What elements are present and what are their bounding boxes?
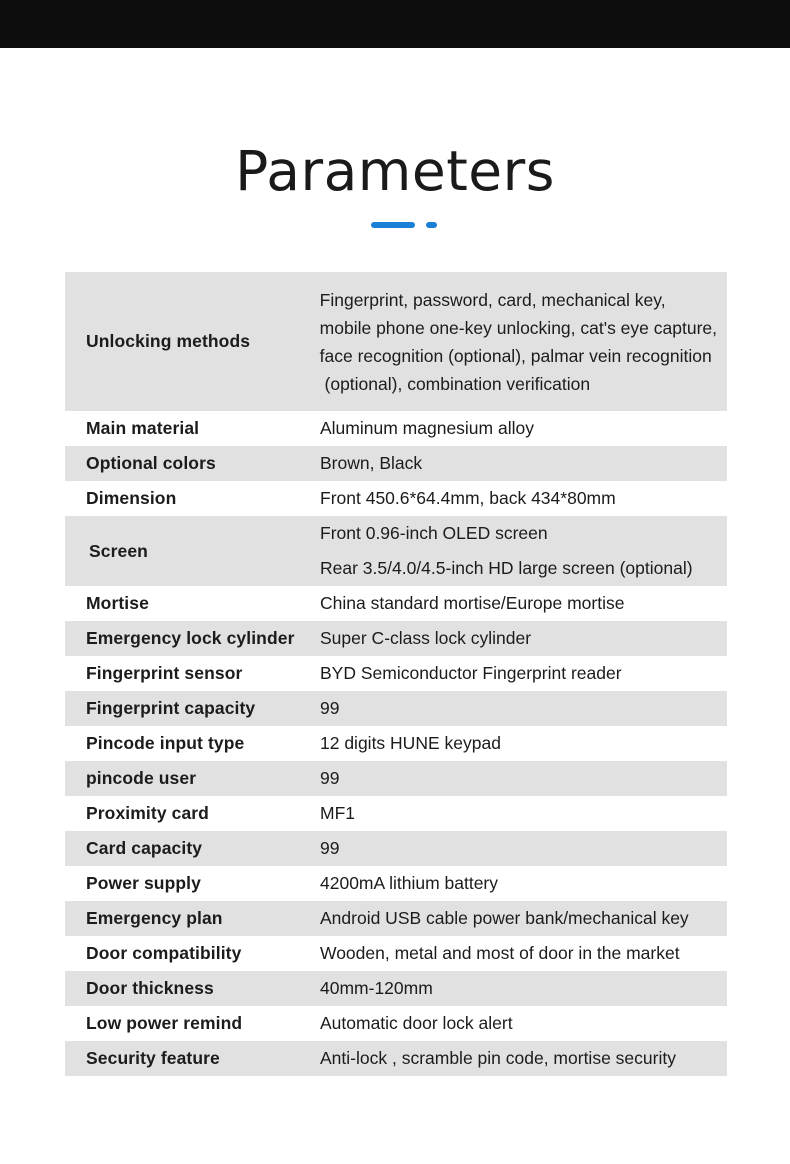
spec-label: Optional colors bbox=[86, 453, 216, 473]
spec-row-pincode-input-type bbox=[65, 726, 727, 761]
spec-value: 99 bbox=[320, 768, 340, 788]
spec-value: MF1 bbox=[320, 803, 355, 823]
spec-label: Card capacity bbox=[86, 838, 203, 858]
spec-value: Anti-lock , scramble pin code, mortise security bbox=[320, 1048, 676, 1068]
spec-label: pincode user bbox=[86, 768, 197, 788]
spec-value: 40mm-120mm bbox=[320, 978, 433, 998]
spec-value: Brown, Black bbox=[320, 453, 423, 473]
spec-label: Main material bbox=[86, 418, 200, 438]
spec-row-proximity-card bbox=[65, 796, 727, 831]
spec-value: Aluminum magnesium alloy bbox=[320, 418, 534, 438]
spec-label: Security feature bbox=[86, 1048, 220, 1068]
spec-row-mortise bbox=[65, 586, 727, 621]
spec-label: Unlocking methods bbox=[86, 331, 251, 351]
spec-label: Door compatibility bbox=[86, 943, 242, 963]
spec-row-optional-colors bbox=[65, 446, 727, 481]
spec-value: Automatic door lock alert bbox=[320, 1013, 513, 1033]
spec-row-emergency-plan bbox=[65, 901, 727, 936]
spec-value bbox=[298, 516, 727, 586]
spec-label: Emergency plan bbox=[86, 908, 223, 928]
spec-label: Door thickness bbox=[86, 978, 214, 998]
spec-label: Screen bbox=[89, 540, 148, 561]
spec-value-line: Front 0.96-inch OLED screen bbox=[320, 523, 548, 543]
spec-value: 99 bbox=[320, 838, 340, 858]
spec-label: Power supply bbox=[86, 873, 201, 893]
spec-row-screen bbox=[65, 516, 727, 586]
spec-value: China standard mortise/Europe mortise bbox=[320, 593, 625, 613]
spec-row-security-feature bbox=[65, 1041, 727, 1076]
spec-label: Emergency lock cylinder bbox=[86, 628, 295, 648]
spec-label: Dimension bbox=[86, 488, 177, 508]
spec-label: Fingerprint sensor bbox=[86, 663, 243, 683]
spec-label: Fingerprint capacity bbox=[86, 698, 256, 718]
spec-value-line: (optional), combination verification bbox=[319, 373, 591, 394]
spec-row-fingerprint-sensor bbox=[65, 656, 727, 691]
spec-row-unlocking-methods bbox=[65, 272, 727, 411]
spec-table bbox=[65, 272, 727, 1076]
spec-value: 99 bbox=[320, 698, 340, 718]
spec-row-power-supply bbox=[65, 866, 727, 901]
spec-row-main-material bbox=[65, 411, 727, 446]
spec-row-pincode-user bbox=[65, 761, 727, 796]
spec-value: 4200mA lithium battery bbox=[320, 873, 499, 893]
spec-label: Mortise bbox=[86, 593, 149, 613]
spec-value bbox=[298, 286, 727, 398]
spec-row-door-thickness bbox=[65, 971, 727, 1006]
spec-value: BYD Semiconductor Fingerprint reader bbox=[320, 663, 622, 683]
spec-label: Proximity card bbox=[86, 803, 209, 823]
spec-row-low-power-remind bbox=[65, 1006, 727, 1041]
spec-row-fingerprint-capacity bbox=[65, 691, 727, 726]
spec-value: 12 digits HUNE keypad bbox=[320, 733, 501, 753]
spec-value: Wooden, metal and most of door in the market bbox=[320, 943, 680, 963]
spec-label: Pincode input type bbox=[86, 733, 245, 753]
spec-value: Super C-class lock cylinder bbox=[320, 628, 532, 648]
spec-value: Front 450.6*64.4mm, back 434*80mm bbox=[320, 488, 616, 508]
page-title: Parameters bbox=[235, 139, 555, 203]
spec-value-line: Rear 3.5/4.0/4.5-inch HD large screen (optional) bbox=[320, 558, 693, 578]
spec-row-card-capacity bbox=[65, 831, 727, 866]
spec-value: Android USB cable power bank/mechanical key bbox=[320, 908, 689, 928]
title-accent-short bbox=[426, 222, 437, 228]
top-bar bbox=[0, 0, 790, 48]
title-accent-long bbox=[371, 222, 415, 228]
spec-label: Low power remind bbox=[86, 1013, 243, 1033]
spec-value-line: face recognition (optional), palmar vein recognition bbox=[319, 345, 712, 366]
spec-value-line: Fingerprint, password, card, mechanical key, bbox=[319, 289, 666, 310]
spec-value-line: mobile phone one-key unlocking, cat's eye capture, bbox=[319, 317, 717, 338]
spec-row-door-compatibility bbox=[65, 936, 727, 971]
spec-row-dimension bbox=[65, 481, 727, 516]
spec-row-emergency-lock-cylinder bbox=[65, 621, 727, 656]
